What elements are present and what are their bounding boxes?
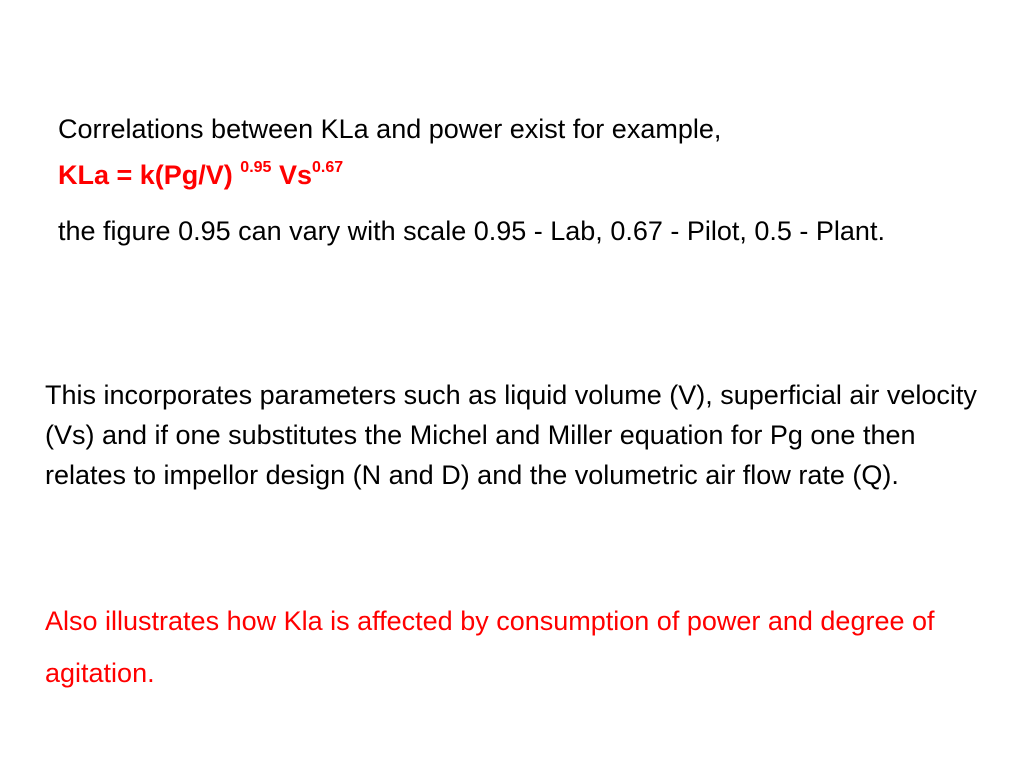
formula-exponent-1: 0.95 <box>240 159 272 176</box>
highlight-paragraph: Also illustrates how Kla is affected by consumption of power and degree of agitation. <box>45 606 935 688</box>
correlation-block <box>58 112 998 251</box>
scale-note: the figure 0.95 can vary with scale 0.95 - Lab, 0.67 - Pilot, 0.5 - Plant. <box>58 216 885 246</box>
kla-formula <box>58 158 998 197</box>
formula-exponent-2: 0.67 <box>311 159 344 176</box>
intro-text: Correlations between KLa and power exist for example, <box>58 114 722 144</box>
formula-part-1: KLa = k(Pg/V) <box>58 160 241 190</box>
formula-part-2: Vs <box>271 160 312 190</box>
parameters-paragraph: This incorporates parameters such as liquid volume (V), superficial air velocity (Vs) and if one substitutes the Michel and Miller equation for Pg one then relates to impellor design (N and D) and the volumetric air flow rate (Q). <box>45 380 977 490</box>
